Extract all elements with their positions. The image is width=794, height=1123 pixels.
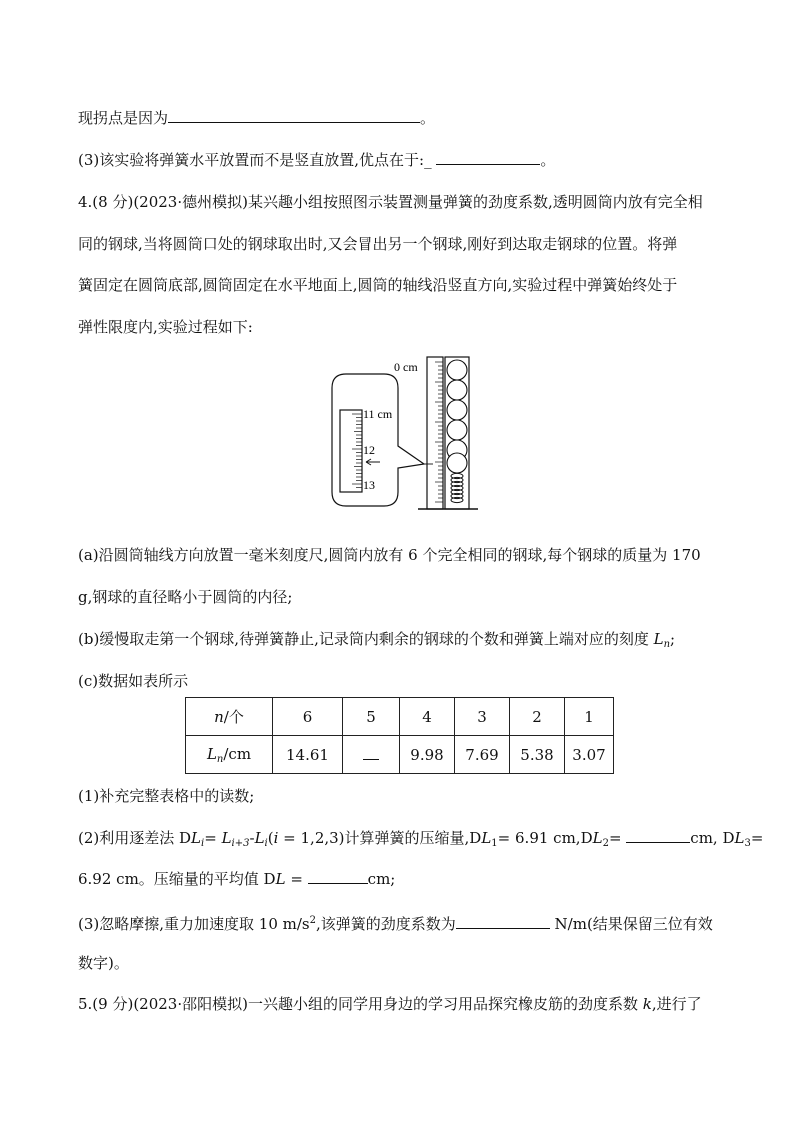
table-head-n: n/个 <box>186 698 273 736</box>
q4-intro-4: 弹性限度内,实验过程如下: <box>78 318 253 336</box>
q3-line1-text: 现拐点是因为 <box>78 109 169 127</box>
apparatus-figure <box>330 352 510 516</box>
data-table <box>185 697 614 774</box>
q4-step-a-2: g,钢球的直径略小于圆筒的内径; <box>78 588 293 606</box>
zero-cm-label: 0 cm <box>394 360 418 374</box>
q4-step-b <box>78 629 675 655</box>
zoom-ruler <box>340 410 362 492</box>
answer-blank[interactable] <box>436 150 540 165</box>
q4-p2-line2: 6.92 cm。压缩量的平均值 DL = cm; <box>78 870 396 888</box>
steel-ball <box>447 380 467 400</box>
spring <box>451 473 463 502</box>
zoom-label-13: 13 <box>363 478 375 492</box>
q4-p2-line1: (2)利用逐差法 $DL_i= L_{i+3}-L_i(i = 1,2,3)$计算弹簧的压缩量$,DL_1= 6.91$ $cm,DL_2=$ cm, $DL_3=$ <box>78 829 764 849</box>
zoom-label-12: 12 <box>363 443 375 457</box>
table-blank-cell[interactable] <box>343 736 400 774</box>
q4-step-c: (c)数据如表所示 <box>78 672 189 690</box>
table-cell: 3.07 <box>565 736 614 774</box>
table-cell: 3 <box>455 698 510 736</box>
step-b-var: L <box>653 630 664 648</box>
q4-intro-1: 4.(8 分)(2023·德州模拟)某兴趣小组按照图示装置测量弹簧的劲度系数,透明圆筒内放有完全相 <box>78 193 703 211</box>
q5-intro: 5.(9 分)(2023·邵阳模拟)一兴趣小组的同学用身边的学习用品探究橡皮筋的劲度系数 k,进行了 <box>78 995 702 1013</box>
answer-blank[interactable] <box>308 869 368 884</box>
step-b-sub: n <box>663 639 671 650</box>
q4-intro-3: 簧固定在圆筒底部,圆筒固定在水平地面上,圆筒的轴线沿竖直方向,实验过程中弹簧始终处于 <box>78 276 678 294</box>
step-b-text: (b)缓慢取走第一个钢球,待弹簧静止,记录筒内剩余的钢球的个数和弹簧上端对应的刻度 <box>78 630 654 648</box>
steel-ball <box>447 453 467 473</box>
table-cell: 9.98 <box>400 736 455 774</box>
answer-blank[interactable] <box>456 914 550 929</box>
q4-step-a-1: (a)沿圆筒轴线方向放置一毫米刻度尺,圆筒内放有 6 个完全相同的钢球,每个钢球的质量为 170 <box>78 546 701 564</box>
step-b-end: ; <box>670 630 676 648</box>
q3-part3 <box>78 150 555 170</box>
table-cell: 6 <box>273 698 343 736</box>
table-cell: 5.38 <box>510 736 565 774</box>
q4-p3-line2: 数字)。 <box>78 954 129 972</box>
table-cell: 1 <box>565 698 614 736</box>
table-cell: 2 <box>510 698 565 736</box>
q4-p1: (1)补充完整表格中的读数; <box>78 787 255 805</box>
steel-balls <box>447 360 467 473</box>
table-head-l: $L_n/cm$ <box>186 736 273 774</box>
table-row-n <box>186 698 614 736</box>
table-cell: 14.61 <box>273 736 343 774</box>
q3-part3-text: (3)该实验将弹簧水平放置而不是竖直放置,优点在于: <box>78 151 425 169</box>
zoom-label-11cm: 11 cm <box>363 407 393 421</box>
answer-blank[interactable] <box>168 108 420 123</box>
q3-line1 <box>78 108 435 128</box>
q4-p3-line1: (3)忽略摩擦,重力加速度取 10 $m/s^2$,该弹簧的劲度系数为 N/m(结果保留三位有效 <box>78 915 713 933</box>
steel-ball <box>447 360 467 380</box>
q4-intro-2: 同的钢球,当将圆筒口处的钢球取出时,又会冒出另一个钢球,刚好到达取走钢球的位置。将弹 <box>78 235 678 253</box>
answer-blank[interactable] <box>626 828 690 843</box>
q3-part3-mark: _ <box>424 151 432 169</box>
answer-blank[interactable] <box>363 751 379 760</box>
table-row-l <box>186 736 614 774</box>
apparatus-svg <box>330 352 510 512</box>
q3-line1-end: 。 <box>420 109 436 127</box>
q3-part3-end: 。 <box>540 151 556 169</box>
table-cell: 7.69 <box>455 736 510 774</box>
steel-ball <box>447 420 467 440</box>
table-cell: 5 <box>343 698 400 736</box>
steel-ball <box>447 400 467 420</box>
table-cell: 4 <box>400 698 455 736</box>
